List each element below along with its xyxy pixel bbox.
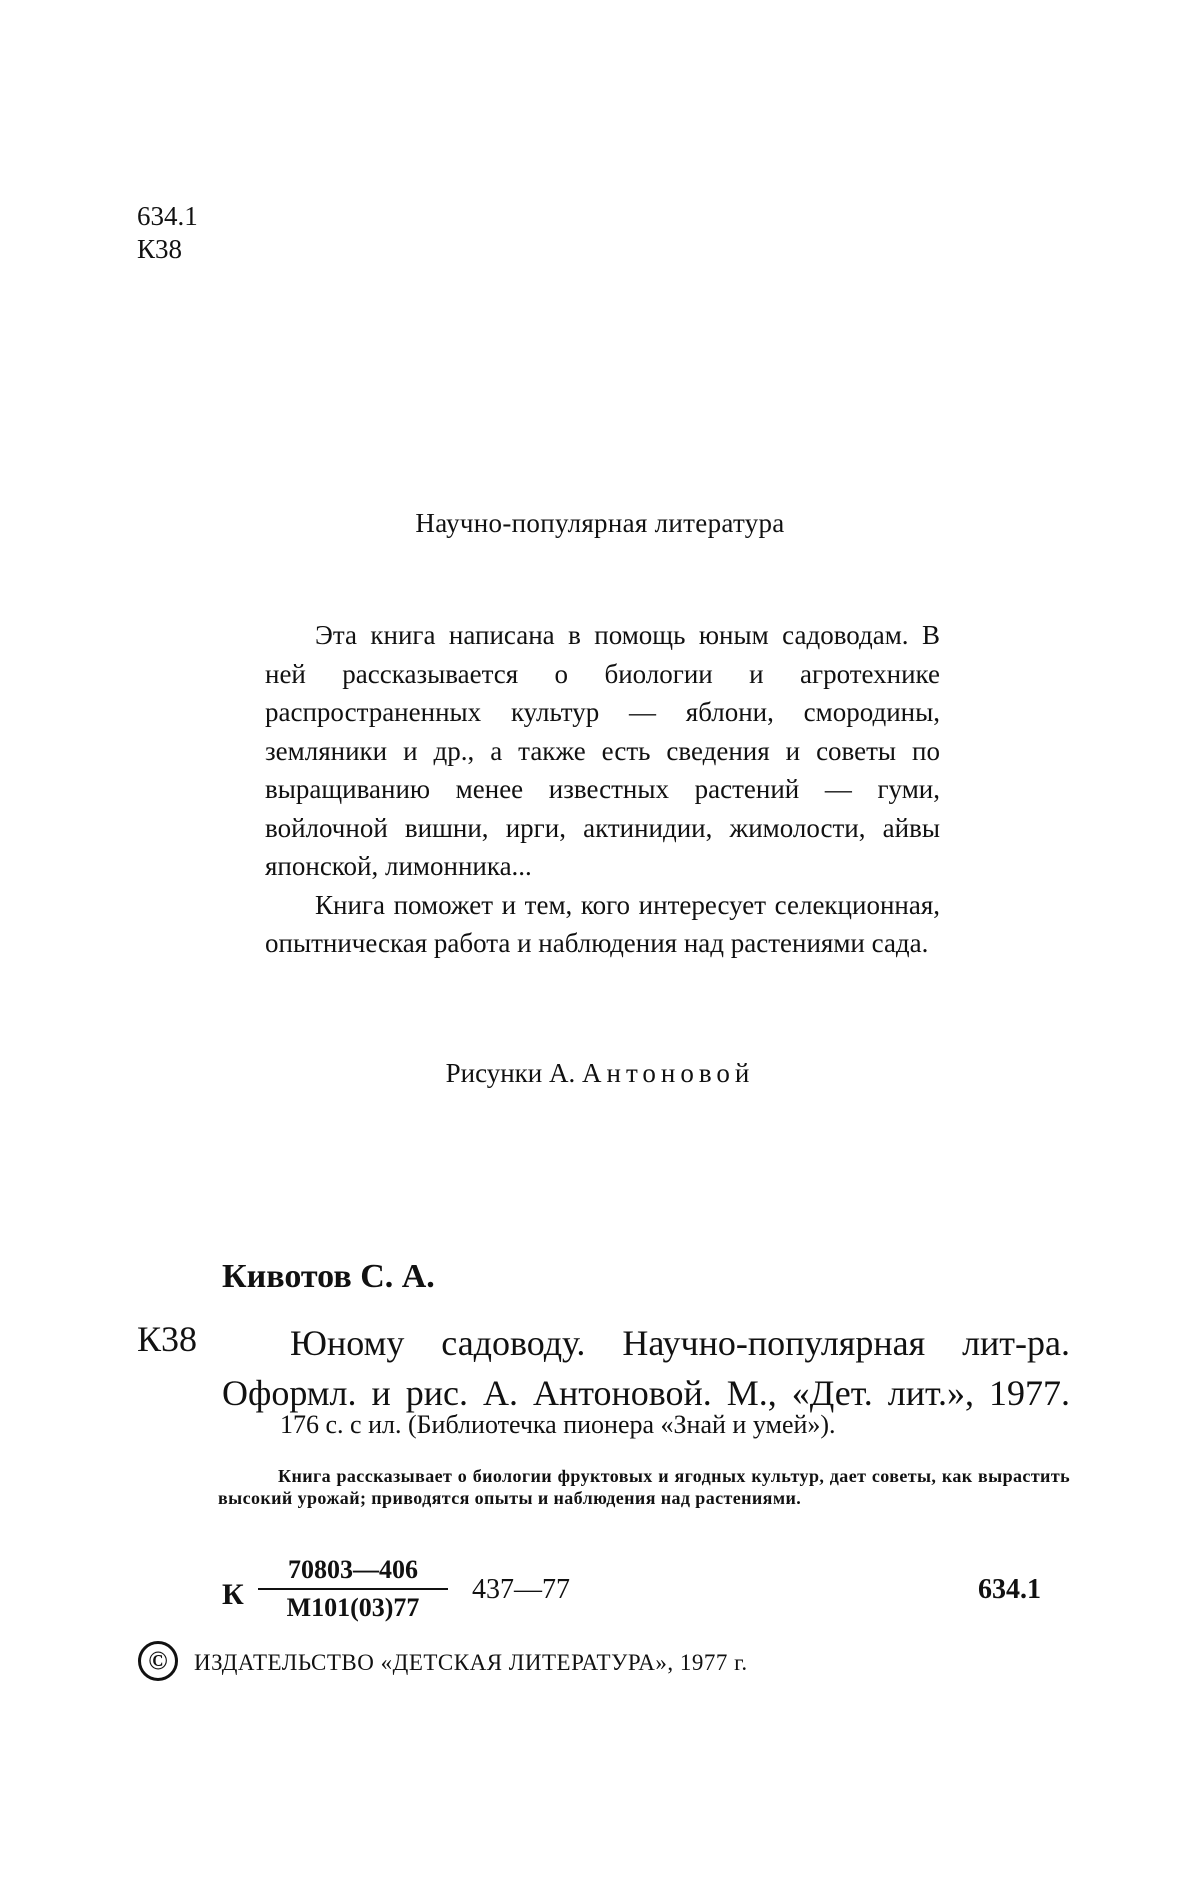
catalog-author: Кивотов С. А. <box>222 1258 435 1295</box>
annotation-paragraph-1: Эта книга написана в помощь юным садоводам. В ней рассказывается о биологии и агротехнике распространенных культур — яблони, смородины, земляники и др., а также есть сведения и советы по выращиванию менее известных растений — гуми, войлочной вишни, ирги, актинидии, жимолости, айвы японской, лимонника... <box>265 620 940 881</box>
class-code-author-mark: К38 <box>137 234 183 264</box>
classification-code <box>137 200 198 266</box>
series-label: Научно-популярная литература <box>415 508 785 538</box>
catalog-summary <box>218 1465 1070 1509</box>
index-denominator: М101(03)77 <box>286 1593 420 1622</box>
class-code-udc: 634.1 <box>137 201 198 231</box>
bbk-code: 634.1 <box>978 1574 1041 1605</box>
catalog-title-line-2: Оформл. и рис. А. Антоновой. М., «Дет. лит.», 1977. <box>222 1373 1070 1413</box>
illustrator-name: Антоновой <box>582 1058 755 1088</box>
catalog-code: К38 <box>137 1319 198 1359</box>
illustrations-prefix: Рисунки А. <box>445 1058 576 1088</box>
copyright-icon: © <box>138 1641 178 1681</box>
annotation-paragraph-2: Книга поможет и тем, кого интересует селекционная, опытническая работа и наблюдения над растениями сада. <box>265 889 940 958</box>
catalog-title-line-1: Юному садоводу. Научно-популярная лит-ра. <box>290 1323 1070 1363</box>
index-fraction <box>258 1555 448 1623</box>
catalog-title <box>222 1318 1070 1418</box>
catalog-summary-text: Книга рассказывает о биологии фруктовых и ягодных культур, дает советы, как вырастить высокий урожай; приводятся опыты и наблюдения над растениями. <box>218 1466 1070 1508</box>
index-letter: К <box>222 1578 244 1611</box>
index-numerator: 70803—406 <box>258 1555 448 1590</box>
illustrations-credit <box>0 1058 1200 1089</box>
annotation-block <box>265 616 940 963</box>
publisher-line: ИЗДАТЕЛЬСТВО «ДЕТСКАЯ ЛИТЕРАТУРА», 1977 г. <box>194 1650 748 1675</box>
order-number: 437—77 <box>472 1574 570 1605</box>
catalog-pages: 176 с. с ил. (Библиотечка пионера «Знай и умей»). <box>280 1410 836 1439</box>
